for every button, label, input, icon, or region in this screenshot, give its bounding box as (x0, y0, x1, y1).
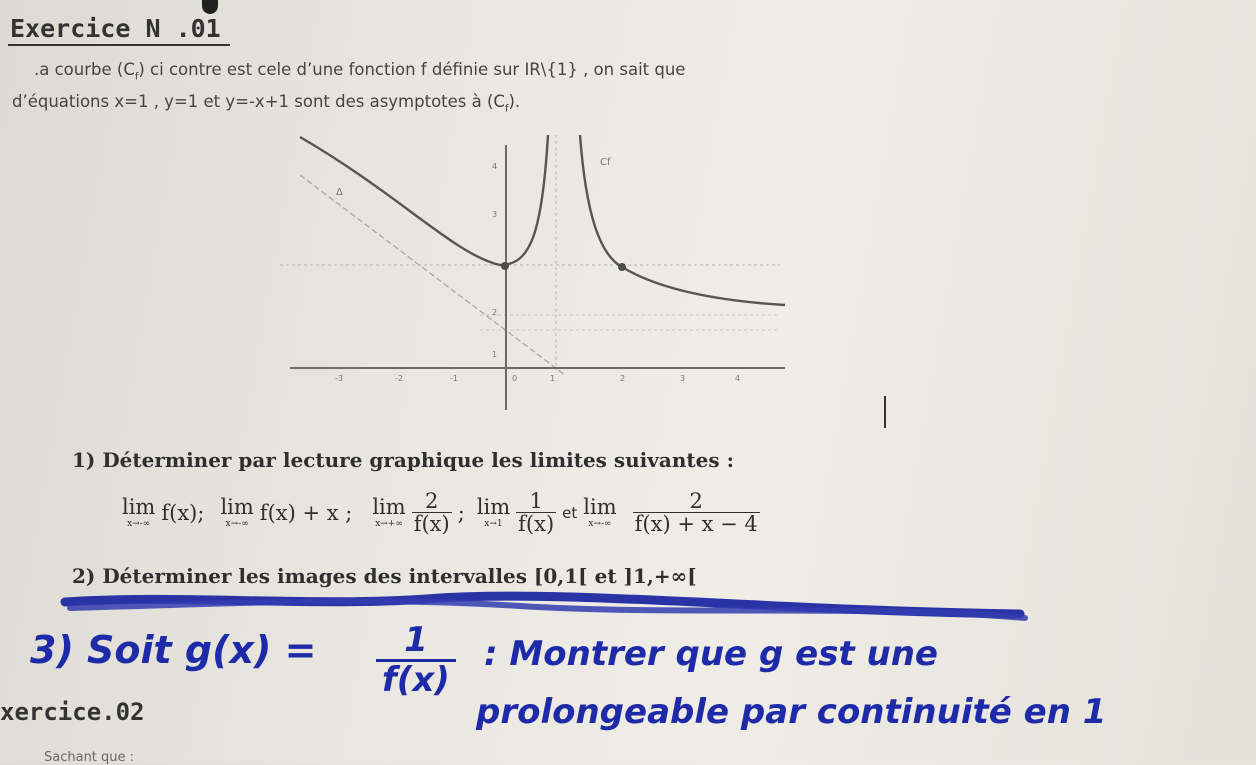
function-graph (280, 125, 800, 415)
handwritten-q3-line2: prolongeable par continuité en 1 (476, 692, 1107, 732)
x-tick-label: 0 (512, 374, 518, 383)
y-tick-label: 2 (492, 308, 498, 317)
limit-3: lim x→+∞ (372, 494, 406, 529)
limit-5: lim x→-∞ (583, 494, 617, 529)
limit-1: lim x→-∞ (122, 494, 156, 529)
y-tick-label: 3 (492, 210, 498, 219)
curve-label: Cf (600, 157, 611, 168)
exercise-2-cut-text: Sachant que : (44, 750, 135, 765)
y-tick-label: 4 (492, 162, 498, 171)
title-underline (8, 44, 230, 46)
exercise-1-title: Exercice N .01 (10, 14, 221, 43)
curve-point (618, 263, 626, 271)
y-tick-label: 1 (492, 350, 498, 359)
handwritten-fraction: 1 f(x) (376, 622, 456, 700)
question-2: 2) Déterminer les images des intervalles [0,1[ et ]1,+∞[ (72, 564, 697, 588)
x-tick-label: 1 (550, 374, 556, 383)
intro-line-1: .a courbe $(C_f)$ ci contre est cele d’une fonction f définie sur IR\{1} , on sait que (34, 60, 686, 83)
curve-left-branch (300, 135, 548, 265)
intro-line-2: d’équations x=1 , y=1 et y=-x+1 sont des asymptotes à $(C_f)$. (12, 92, 521, 115)
question-1: 1) Déterminer par lecture graphique les limites suivantes : (72, 448, 734, 472)
x-tick-label: 4 (735, 374, 741, 383)
curve-point (501, 262, 509, 270)
fraction-4: $\frac{1}{f(x)}$ (518, 489, 555, 537)
stray-mark (884, 396, 886, 428)
x-tick-label: -3 (335, 374, 343, 383)
x-tick-label: -1 (450, 374, 458, 383)
limits-line: lim x→-∞ f(x); lim x→-∞ f(x) + x ; lim x→+∞ $\frac{2}{f(x)}$ ; lim x→1 $\frac{1}{f(x)}$ et lim x→-∞ $\frac{2}{f(x) + x - 4}$ (122, 489, 758, 537)
limit-2: lim x→-∞ (220, 494, 254, 529)
fraction-5: $\frac{2}{f(x) + x - 4}$ (634, 489, 758, 537)
handwritten-q3-end: : Montrer que g est une (484, 634, 938, 674)
pen-strikethrough (60, 588, 1040, 624)
curve-right-branch (580, 135, 785, 305)
limit-4: lim x→1 (476, 494, 511, 529)
asymptote-label: Δ (336, 187, 343, 198)
x-tick-label: 2 (620, 374, 626, 383)
oblique-asymptote (300, 175, 565, 375)
exercise-2-title: xercice.02 (0, 698, 145, 726)
ink-blot (202, 0, 218, 14)
fraction-3: $\frac{2}{f(x)}$ (413, 489, 450, 537)
handwritten-q3-start: 3) Soit g(x) = (30, 628, 317, 672)
x-tick-label: -2 (395, 374, 403, 383)
x-tick-label: 3 (680, 374, 686, 383)
